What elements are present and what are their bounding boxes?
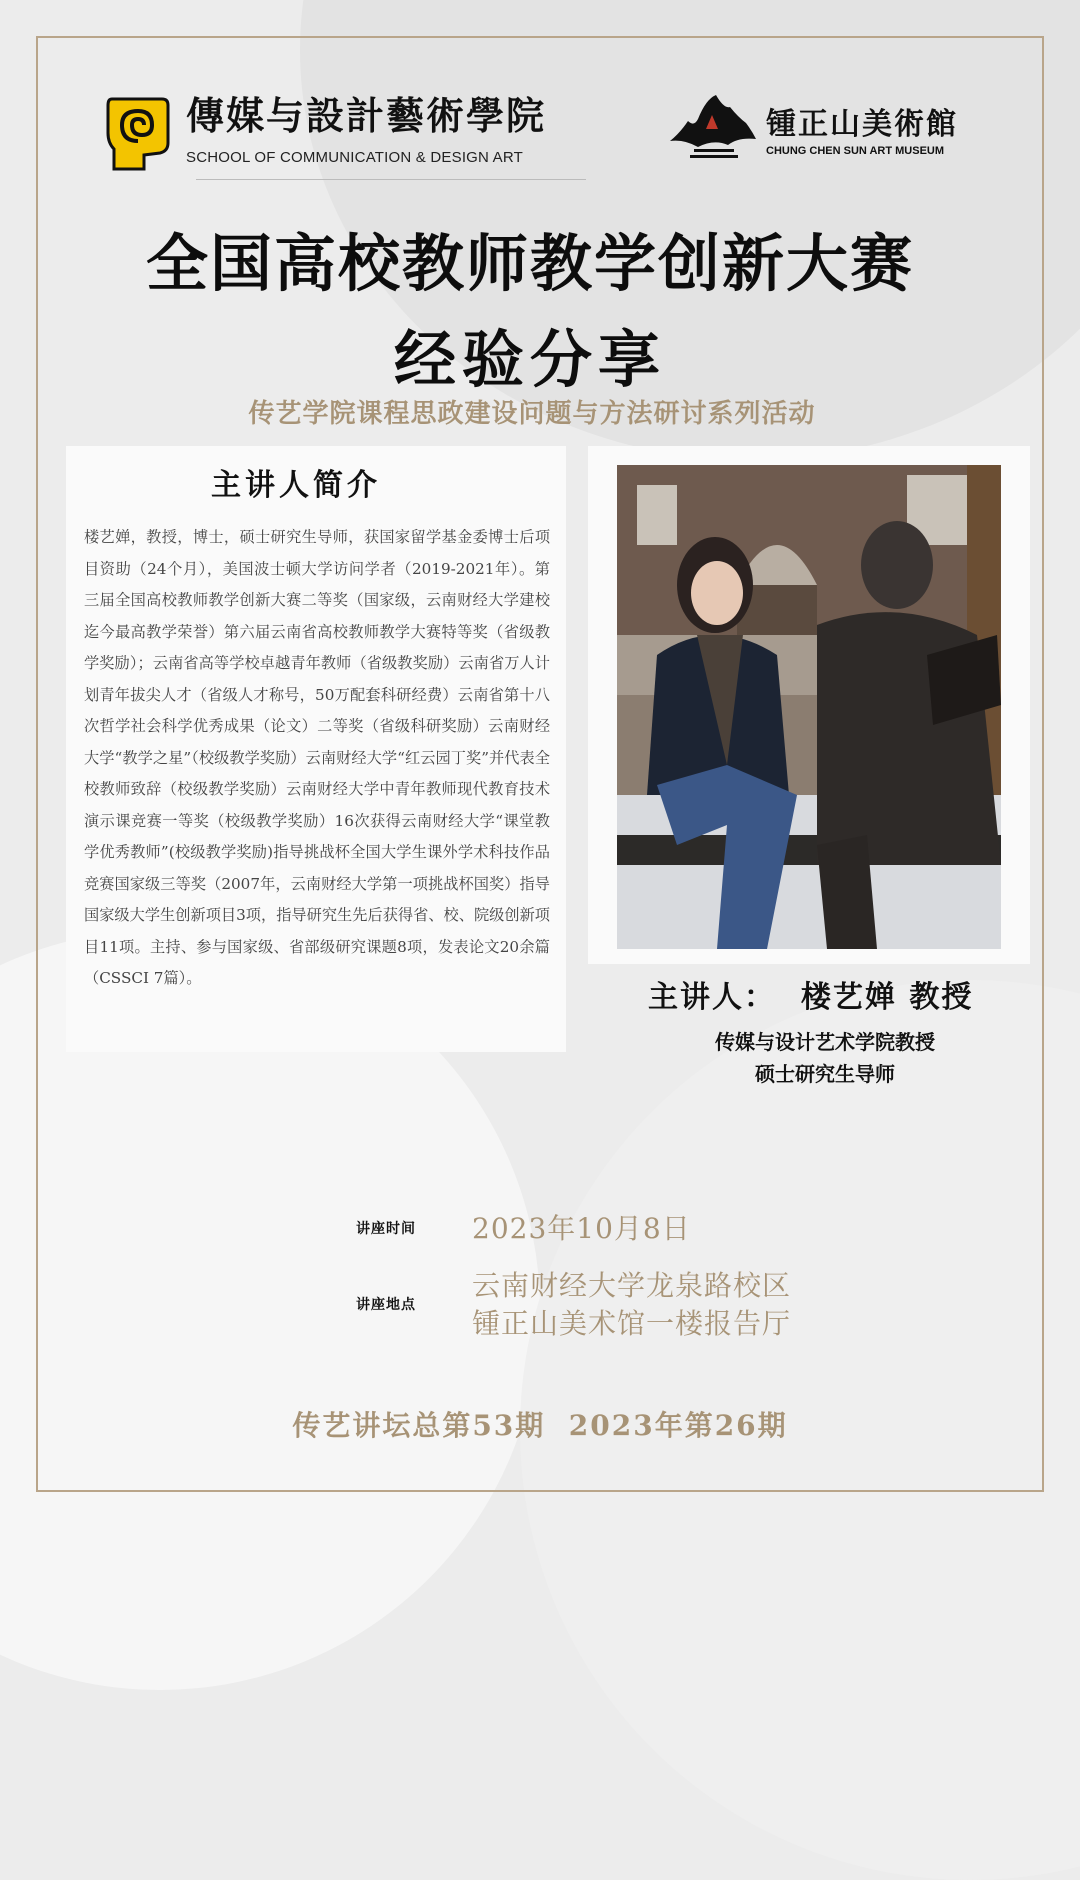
speaker-title-2: 硕士研究生导师	[755, 1062, 895, 1086]
speaker-intro-card	[66, 446, 566, 1052]
speaker-photo	[617, 465, 1001, 949]
series-footer: 传艺讲坛总第53期 2023年第26期	[292, 1409, 788, 1442]
speaker-title-1: 传媒与设计艺术学院教授	[715, 1030, 935, 1054]
subtitle: 传艺学院课程思政建设问题与方法研讨系列活动	[248, 399, 816, 429]
speaker-titles	[650, 1026, 1000, 1090]
time-label: 讲座时间	[356, 1221, 416, 1237]
main-title-line1: 全国高校教师教学创新大赛	[145, 227, 914, 300]
place-value-line1: 云南财经大学龙泉路校区	[472, 1269, 792, 1302]
school-emblem-icon	[104, 93, 172, 173]
school-name-en: SCHOOL OF COMMUNICATION & DESIGN ART	[186, 149, 523, 166]
intro-body: 楼艺婵，教授，博士，硕士研究生导师，获国家留学基金委博士后项目资助（24个月），美国波士顿大学访问学者（2019-2021年）。第三届全国高校教师教学创新大赛二等奖（国家级，云南财经大学建校迄今最高教学荣誉）第六届云南省高校教师教学大赛特等奖（省级教学奖励）；云南省高等学校卓越青年教师（省级教奖励）云南省万人计划青年拔尖人才（省级人才称号，50万配套科研经费）云南省第十八次哲学社会科学优秀成果（论文）二等奖（省级科研奖励）云南财经大学“教学之星”（校级教学奖励）云南财经大学“红云园丁奖”并代表全校教师致辞（校级教学奖励）云南财经大学中青年教师现代教育技术演示课竞赛一等奖（校级教学奖励）16次获得云南财经大学“课堂教学优秀教师”(校级教学奖励)指导挑战杯全国大学生课外学术科技作品竞赛国家级三等奖（2007年，云南财经大学第一项挑战杯国奖）指导国家级大学生创新项目3项，指导研究生先后获得省、校、院级创新项目11项。主持、参与国家级、省部级研究课题8项，发表论文20余篇（CSSCI 7篇）。	[84, 528, 550, 987]
main-title-line2: 经验分享	[393, 323, 666, 396]
time-value: 2023年10月8日	[472, 1212, 691, 1245]
place-value-line2: 锺正山美术馆一楼报告厅	[472, 1307, 792, 1340]
logo-underline	[196, 179, 586, 180]
place-label: 讲座地点	[356, 1297, 416, 1313]
museum-logo	[668, 93, 958, 163]
speaker-photo-card	[588, 446, 1030, 964]
school-name-cn: 傳媒与設計藝術學院	[186, 93, 547, 138]
mountain-emblem-icon	[668, 93, 758, 163]
intro-heading: 主讲人简介	[211, 468, 381, 503]
museum-name-cn: 锺正山美術館	[766, 107, 958, 142]
museum-name-en: CHUNG CHEN SUN ART MUSEUM	[766, 145, 945, 157]
speaker-name: 主讲人： 楼艺婵 教授	[648, 980, 974, 1015]
school-logo	[104, 93, 546, 173]
